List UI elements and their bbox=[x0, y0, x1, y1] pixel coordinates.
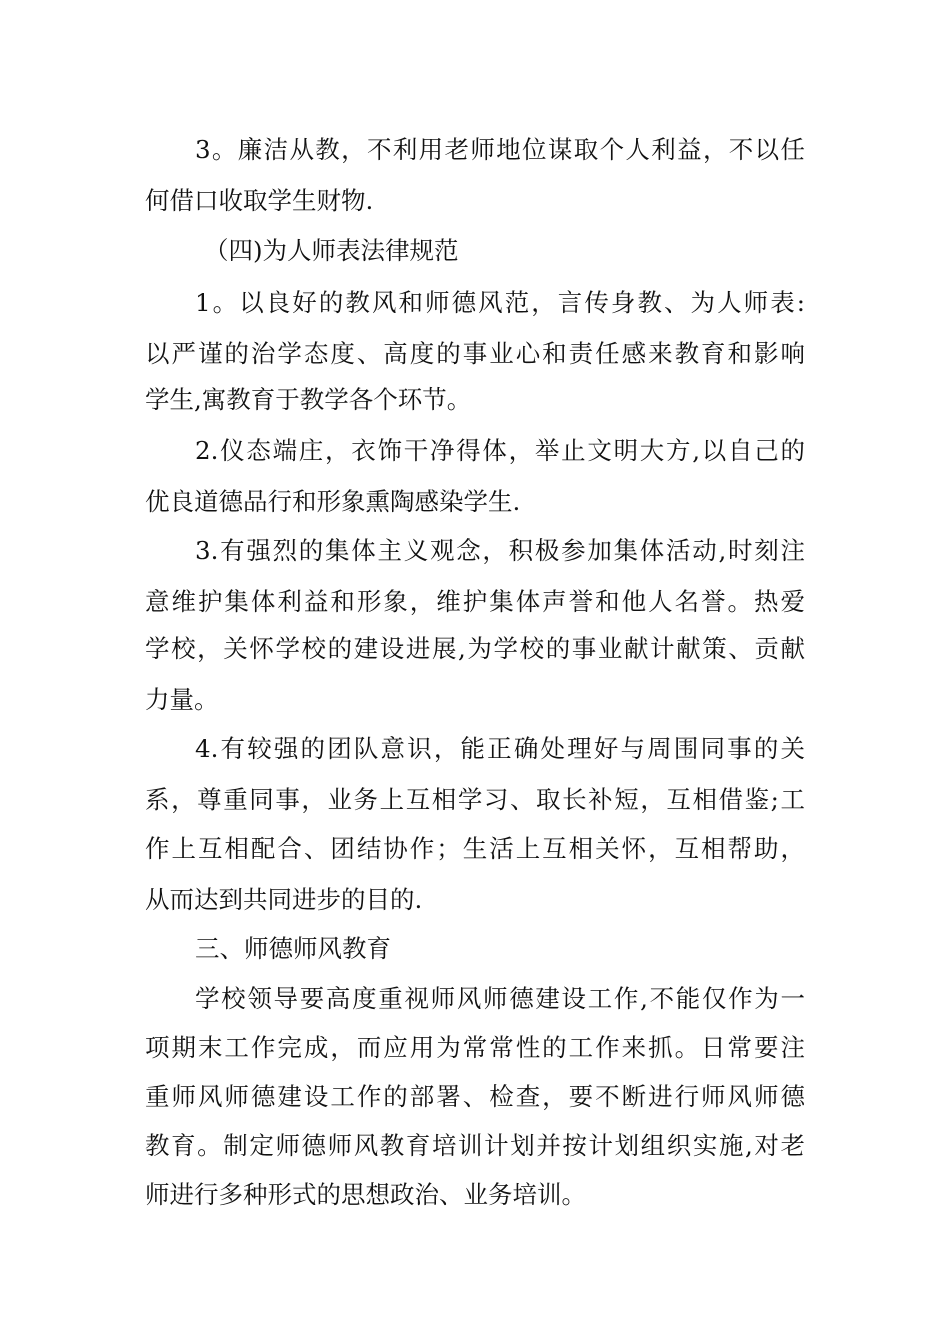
paragraph-line: 从而达到共同进步的目的. bbox=[145, 885, 423, 914]
paragraph-line: 优良道德品行和形象熏陶感染学生. bbox=[145, 487, 521, 516]
section-heading: （四)为人师表法律规范 bbox=[204, 236, 459, 265]
paragraph-line: 何借口收取学生财物. bbox=[145, 186, 374, 215]
paragraph-line: 学校，关怀学校的建设进展,为学校的事业献计献策、贡献 bbox=[145, 634, 805, 663]
paragraph-line: 学生,寓教育于教学各个环节。 bbox=[145, 385, 472, 414]
paragraph-line: 系，尊重同事，业务上互相学习、取长补短，互相借鉴;工 bbox=[145, 785, 805, 814]
paragraph-line: 项期末工作完成，而应用为常常性的工作来抓。日常要注 bbox=[145, 1033, 805, 1062]
section-heading: 三、师德师风教育 bbox=[195, 934, 391, 963]
paragraph-line: 3.有强烈的集体主义观念，积极参加集体活动,时刻注 bbox=[195, 536, 805, 565]
paragraph-line: 重师风师德建设工作的部署、检查，要不断进行师风师德 bbox=[145, 1082, 805, 1111]
paragraph-line: 2.仪态端庄，衣饰干净得体，举止文明大方,以自己的 bbox=[195, 436, 805, 465]
paragraph-line: 1。以良好的教风和师德风范，言传身教、为人师表: bbox=[195, 288, 805, 317]
paragraph-line: 教育。制定师德师风教育培训计划并按计划组织实施,对老 bbox=[145, 1131, 805, 1160]
paragraph-line: 作上互相配合、团结协作；生活上互相关怀，互相帮助， bbox=[145, 834, 805, 863]
paragraph-line: 学校领导要高度重视师风师德建设工作,不能仅作为一 bbox=[195, 984, 805, 1013]
paragraph-line: 力量。 bbox=[145, 685, 219, 714]
paragraph-line: 师进行多种形式的思想政治、业务培训。 bbox=[145, 1180, 586, 1209]
paragraph-line: 意维护集体利益和形象，维护集体声誉和他人名誉。热爱 bbox=[145, 587, 805, 616]
paragraph-line: 以严谨的治学态度、高度的事业心和责任感来教育和影响 bbox=[145, 339, 805, 368]
paragraph-line: 3。廉洁从教，不利用老师地位谋取个人利益，不以任 bbox=[195, 135, 805, 164]
paragraph-line: 4.有较强的团队意识，能正确处理好与周围同事的关 bbox=[195, 734, 805, 763]
